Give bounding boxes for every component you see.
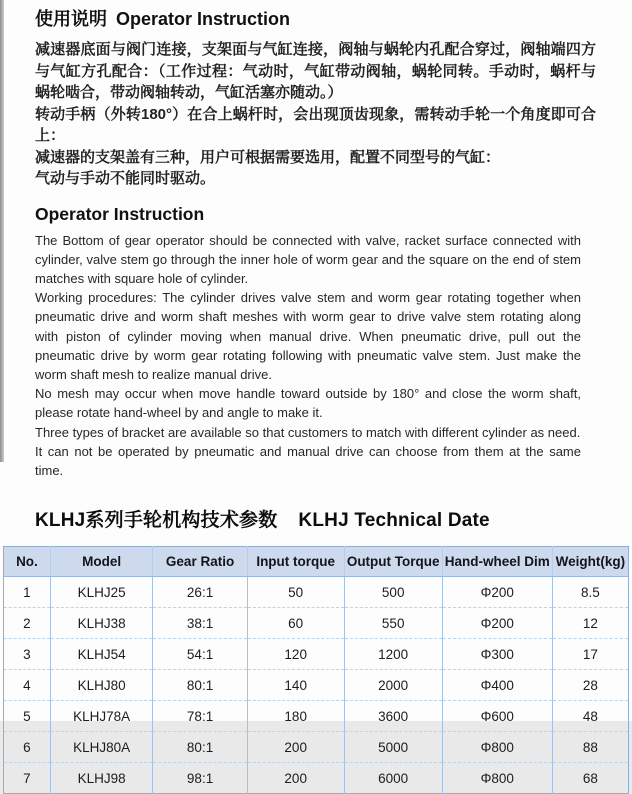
chinese-paragraph: 气动与手动不能同时驱动。 [35, 170, 216, 187]
table-cell: 12 [552, 608, 628, 639]
chinese-paragraph: 减速器的支架盖有三种，用户可根据需要选用，配置不同型号的气缸： [35, 148, 501, 166]
table-cell: 180 [247, 701, 344, 732]
table-cell: 28 [552, 670, 628, 701]
table-cell: Φ300 [442, 639, 552, 670]
page-title-zh: 使用说明 [35, 9, 107, 29]
column-header-input-torque: Input torque [247, 547, 344, 577]
table-cell: KLHJ98 [50, 763, 153, 794]
table-cell: 88 [552, 732, 628, 763]
table-cell: 50 [247, 577, 344, 608]
table-cell: 2 [4, 608, 51, 639]
scan-edge-artifact [0, 0, 4, 462]
english-paragraph: It can not be operated by pneumatic and manual drive can choose from them at the same time. [35, 443, 581, 478]
table-cell: 7 [4, 763, 51, 794]
table-cell: KLHJ25 [50, 577, 153, 608]
table-cell: 78:1 [153, 701, 247, 732]
table-cell: 3 [4, 639, 51, 670]
table-cell: 68 [552, 763, 628, 794]
column-header-model: Model [50, 547, 153, 577]
table-cell: 98:1 [153, 763, 247, 794]
table-cell: 48 [552, 701, 628, 732]
column-header-gear-ratio: Gear Ratio [153, 547, 247, 577]
table-cell: 1200 [344, 639, 442, 670]
table-cell: KLHJ80 [50, 670, 153, 701]
column-header-weight: Weight(kg) [552, 547, 628, 577]
table-cell: Φ600 [442, 701, 552, 732]
technical-data-table [3, 546, 629, 794]
table-title-en: KLHJ Technical Date [298, 510, 490, 532]
table-title-zh: KLHJ系列手轮机构技术参数 [35, 510, 278, 532]
table-cell: 6000 [344, 763, 442, 794]
table-row [4, 701, 629, 732]
table-cell: KLHJ78A [50, 701, 153, 732]
table-row [4, 763, 629, 794]
english-paragraph: Working procedures: The cylinder drives valve stem and worm gear rotating together when pneumatic drive and worm shaft meshes with worm gear to drive valve stem rotating along with piston of cylinder moving when manual drive. When pneumatic drive, pull out the pneumatic drive by worm gear rotating following with pneumatic valve stem. Just make the worm shaft mesh to realize manual drive. [35, 290, 581, 382]
table-cell: 17 [552, 639, 628, 670]
table-header-row [4, 547, 629, 577]
table-cell: 200 [247, 763, 344, 794]
table-cell: 5 [4, 701, 51, 732]
table-cell: 5000 [344, 732, 442, 763]
table-cell: KLHJ38 [50, 608, 153, 639]
table-row [4, 639, 629, 670]
english-paragraph: Three types of bracket are available so that customers to match with different cylinder as need. [35, 424, 581, 440]
english-heading: Operator Instruction [35, 203, 205, 224]
table-cell: 80:1 [153, 732, 247, 763]
column-header-output-torque: Output Torque [344, 547, 442, 577]
table-cell: 550 [344, 608, 442, 639]
table-cell: Φ200 [442, 577, 552, 608]
table-cell: 80:1 [153, 670, 247, 701]
table-cell: 38:1 [153, 608, 247, 639]
english-instructions [35, 231, 596, 481]
table-row [4, 670, 629, 701]
table-cell: KLHJ54 [50, 639, 153, 670]
table-cell: 200 [247, 732, 344, 763]
english-paragraph: No mesh may occur when move handle toward outside by 180° and close the worm shaft, please rotate hand-wheel by and angle to make it. [35, 386, 581, 421]
table-cell: 500 [344, 577, 442, 608]
table-cell: 60 [247, 608, 344, 639]
table-cell: KLHJ80A [50, 732, 153, 763]
table-cell: Φ800 [442, 763, 552, 794]
table-cell: 1 [23, 584, 31, 600]
chinese-paragraph: 减速器底面与阀门连接，支架面与气缸连接，阀轴与蜗轮内孔配合穿过，阀轴端四方与气缸方孔配合：（工作过程：气动时，气缸带动阀轴，蜗轮同转。手动时，蜗杆与蜗轮啮合，带动阀轴转动，气缸活塞亦随动。） [35, 41, 596, 101]
table-cell: 6 [4, 732, 51, 763]
table-cell: Φ200 [442, 608, 552, 639]
table-cell: 2000 [344, 670, 442, 701]
table-cell: 4 [4, 670, 51, 701]
table-cell: 3600 [344, 701, 442, 732]
table-cell: 140 [247, 670, 344, 701]
chinese-instructions [35, 39, 596, 190]
page-title [35, 5, 596, 31]
table-cell: Φ400 [442, 670, 552, 701]
table-cell: 54:1 [153, 639, 247, 670]
table-row [4, 577, 629, 608]
table-row [4, 732, 629, 763]
table-cell: 120 [247, 639, 344, 670]
table-cell: 8.5 [552, 577, 628, 608]
column-header-handwheel-dim: Hand-wheel Dim [442, 547, 552, 577]
table-cell: Φ800 [442, 732, 552, 763]
chinese-paragraph: 转动手柄（外转180°）在合上蜗杆时，会出现顶齿现象，需转动手轮一个角度即可合上： [35, 105, 596, 144]
table-cell: 26:1 [153, 577, 247, 608]
column-header-no: No. [4, 547, 51, 577]
table-row [4, 608, 629, 639]
page-title-en: Operator Instruction [116, 9, 291, 29]
table-title [35, 505, 596, 532]
english-paragraph: The Bottom of gear operator should be connected with valve, racket surface connected with cylinder, valve stem go through the inner hole of worm gear and the square on the end of stem matches with square hole of cylinder. [35, 232, 581, 286]
